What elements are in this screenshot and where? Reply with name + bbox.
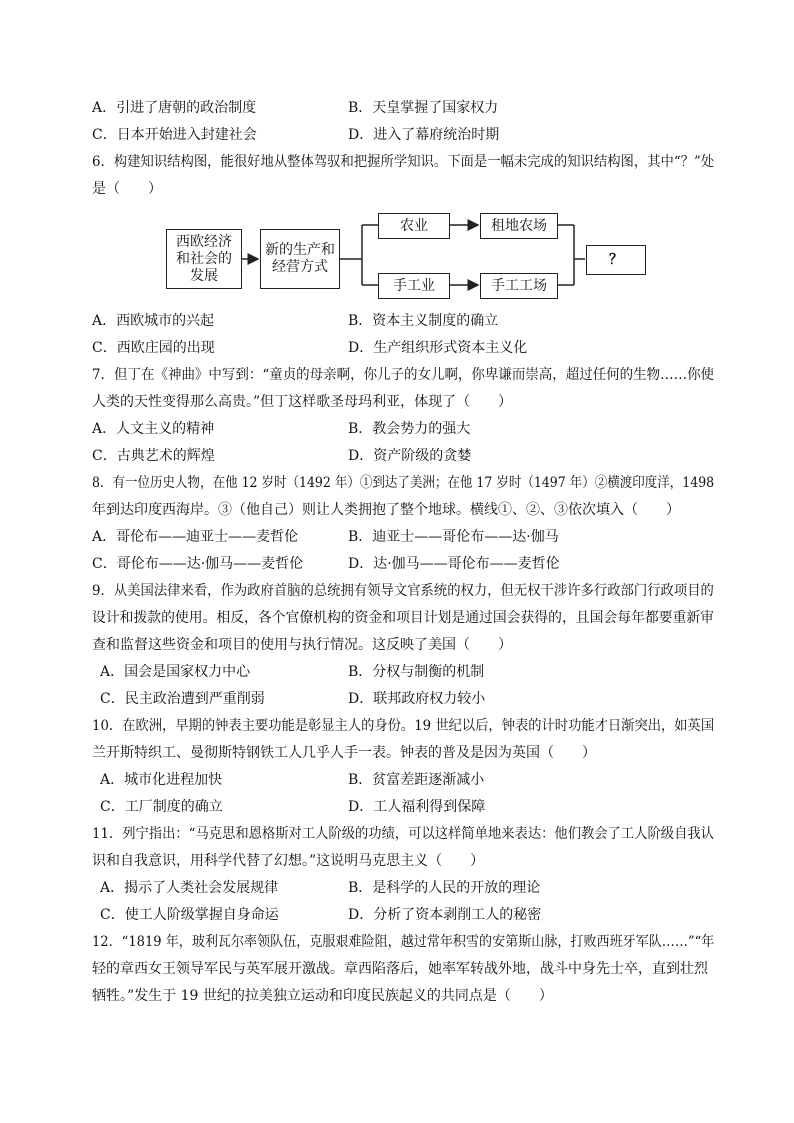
box-workshop: 手工工场 <box>480 273 558 299</box>
q5-option-c: C．日本开始进入封建社会 <box>92 127 257 143</box>
q12-stem-line1: 12．“1819 年，玻利瓦尔率领队伍，克服艰难险阻，越过常年积雪的安第斯山脉，打败西班牙军队……”“年 <box>92 934 715 950</box>
q7-option-b: B．教会势力的强大 <box>348 421 471 437</box>
q9-stem-line1: 9．从美国法律来看，作为政府首脑的总统拥有领导文官系统的权力，但无权干涉许多行政部门行政项目的 <box>92 583 714 599</box>
q10-option-b: B．贫富差距逐渐减小 <box>348 772 485 788</box>
q9-option-d: D．联邦政府权力较小 <box>348 691 486 707</box>
q7-option-d: D．资产阶级的贪婪 <box>348 448 472 464</box>
q6-option-c: C．西欧庄园的出现 <box>92 340 215 356</box>
box-leased-farm: 租地农场 <box>480 213 558 239</box>
q7-option-a: A．人文主义的精神 <box>92 421 215 437</box>
q7-option-c: C．古典艺术的辉煌 <box>92 448 215 464</box>
q11-stem-line1: 11．列宁指出：“马克思和恩格斯对工人阶级的功绩，可以这样简单地来表达：他们教会了工人阶级自我认 <box>92 826 714 842</box>
q10-option-a: A．城市化进程加快 <box>100 772 223 788</box>
q12-stem-line3: 牺牲。”发生于 19 世纪的拉美独立运动和印度民族起义的共同点是（ ） <box>92 988 553 1004</box>
q5-option-a: A．引进了唐朝的政治制度 <box>92 100 257 116</box>
q6-stem-line2: 是（ ） <box>92 181 162 197</box>
q11-option-d: D．分析了资本剥削工人的秘密 <box>348 907 542 923</box>
q9-option-b: B．分权与制衡的机制 <box>348 664 485 680</box>
q7-stem-line2: 人类的天性变得那么高贵。”但丁这样歌圣母玛利亚，体现了（ ） <box>92 394 513 410</box>
q6-option-b: B．资本主义制度的确立 <box>348 313 499 329</box>
q10-option-c: C．工厂制度的确立 <box>100 799 223 815</box>
q5-option-b: B．天皇掌握了国家权力 <box>348 100 499 116</box>
q10-stem-line1: 10．在欧洲，早期的钟表主要功能是彰显主人的身份。19 世纪以后，钟表的计时功能才日渐突出，如英国 <box>92 718 715 734</box>
q8-option-d: D．达·伽马——哥伦布——麦哲伦 <box>348 556 560 572</box>
q11-stem-line2: 识和自我意识，用科学代替了幻想。”这说明马克思主义（ ） <box>92 853 485 869</box>
q11-option-b: B．是科学的人民的开放的理论 <box>348 880 541 896</box>
q12-stem-line2: 轻的章西女王领导军民与英军展开激战。章西陷落后，她率军转战外地，战斗中身先士卒，直到壮烈 <box>92 961 708 977</box>
box1-line3: 发展 <box>190 267 218 284</box>
q11-option-a: A．揭示了人类社会发展规律 <box>100 880 279 896</box>
q9-option-a: A．国会是国家权力中心 <box>100 664 251 680</box>
box-agriculture: 农业 <box>378 213 450 239</box>
q6-option-d: D．生产组织形式资本主义化 <box>348 340 528 356</box>
q9-option-c: C．民主政治遭到严重削弱 <box>100 691 265 707</box>
box2-line2: 经营方式 <box>272 259 328 275</box>
box-western-europe-development <box>166 229 242 289</box>
q6-option-a: A．西欧城市的兴起 <box>92 313 215 329</box>
box-handicraft: 手工业 <box>378 273 450 299</box>
q6-stem-line1: 6．构建知识结构图，能很好地从整体驾驭和把握所学知识。下面是一幅未完成的知识结构图，其中“？”处 <box>92 154 715 170</box>
box2-line1: 新的生产和 <box>265 242 335 258</box>
q11-option-c: C．使工人阶级掌握自身命运 <box>100 907 279 923</box>
q8-stem-line1: 8．有一位历史人物，在他 12 岁时（1492 年）①到达了美洲；在他 17 岁时（1497 年）②横渡印度洋，1498 <box>92 475 715 491</box>
box1-line2: 和社会的 <box>176 250 232 267</box>
box-new-production-mode <box>260 229 340 289</box>
q10-stem-line2: 兰开斯特织工、曼彻斯特钢铁工人几乎人手一表。钟表的普及是因为英国（ ） <box>92 745 596 761</box>
q8-stem-line2: 年到达印度西海岸。③（他自己）则让人类拥抱了整个地球。横线①、②、③依次填入（ ） <box>92 502 680 518</box>
q7-stem-line1: 7．但丁在《神曲》中写到：“童贞的母亲啊，你儿子的女儿啊，你卑谦而崇高，超过任何的生物……你使 <box>92 367 715 383</box>
q8-option-b: B．迪亚士——哥伦布——达·伽马 <box>348 529 559 545</box>
q9-stem-line3: 查和监督这些资金和项目的使用与执行情况。这反映了美国（ ） <box>92 637 512 653</box>
q10-option-d: D．工人福利得到保障 <box>348 799 486 815</box>
q8-option-a: A．哥伦布——迪亚士——麦哲伦 <box>92 529 299 545</box>
box-question-mark: ？ <box>586 245 646 275</box>
q8-option-c: C．哥伦布——达·伽马——麦哲伦 <box>92 556 304 572</box>
q5-option-d: D．进入了幕府统治时期 <box>348 127 500 143</box>
q9-stem-line2: 设计和拨款的使用。相反，各个官僚机构的资金和项目计划是通过国会获得的，且国会每年都要重新审 <box>92 610 714 626</box>
box1-line1: 西欧经济 <box>176 233 232 250</box>
knowledge-structure-diagram <box>160 205 640 305</box>
